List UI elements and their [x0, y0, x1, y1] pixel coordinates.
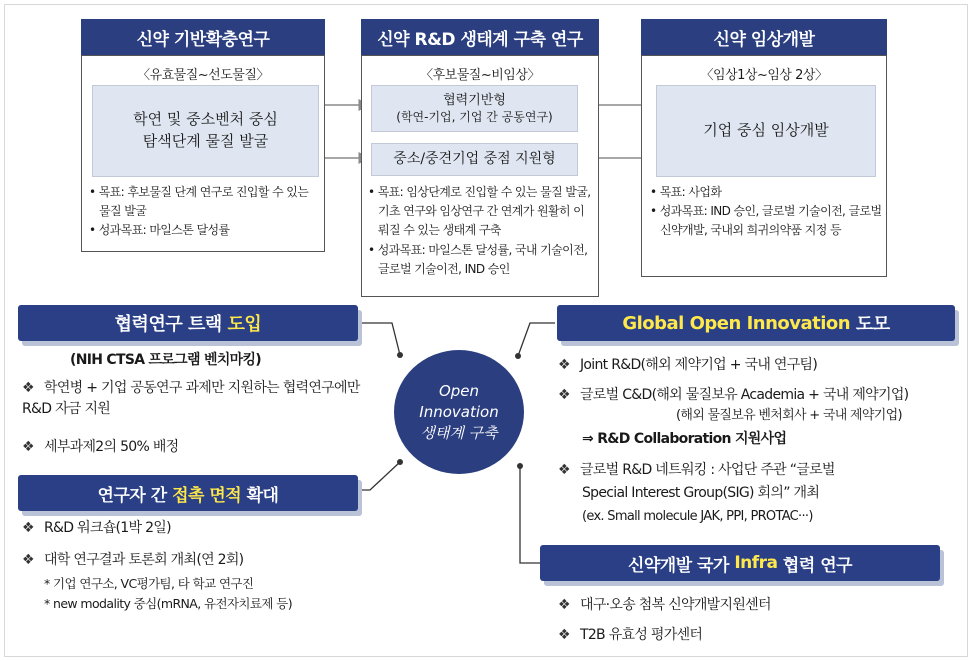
col1-bullets: [89, 183, 319, 241]
left2-item2: [22, 550, 243, 571]
right2-item1-text: 대구·오송 첨복 신약개발지원센터: [580, 597, 771, 613]
col3-bullets: [650, 183, 882, 241]
col3-inner-line: 기업 중심 임상개발: [703, 121, 829, 140]
right2-item2: [558, 625, 702, 646]
col3-bullet-metric: • 성과목표: IND 승인, 글로벌 기술이전, 글로벌 신약개발, 국내외 희귀의약품 지정 등: [650, 204, 882, 238]
col3-subtitle: 〈임상1상~임상 2상〉: [700, 68, 828, 83]
col2-header: 신약 R&D 생태계 구축 연구: [361, 19, 599, 55]
col3-inner: [656, 85, 876, 177]
left1-title-pill: [18, 305, 358, 341]
right2-item1: [558, 595, 771, 616]
left2-title-post: 확대: [241, 485, 279, 506]
col1-bullet-metric: • 성과목표: 마일스톤 달성률: [89, 223, 230, 238]
right1-title-post: 도모: [850, 314, 890, 335]
col2-subtitle: 〈후보물질~비임상〉: [420, 68, 540, 83]
col2-inner2-title: 중소/중견기업 중점 지원형: [393, 151, 556, 168]
right2-title-highlight: Infra: [734, 553, 778, 573]
center-line2: Innovation: [419, 402, 499, 421]
right2-title-pre: 신약개발 국가: [627, 555, 735, 576]
right1-item2-line2: (해외 물질보유 벤처회사 + 국내 제약기업): [676, 408, 902, 423]
col2-inner1-title: 협력기반형: [443, 92, 506, 108]
center-open-innovation: [394, 350, 524, 474]
right1-item3-line1: 글로벌 R&D 네트워킹 : 사업단 주관 “글로벌: [580, 462, 835, 478]
col3-bullet-goal: • 목표: 사업화: [650, 185, 722, 199]
right2-title-pill: [540, 545, 940, 581]
col1-inner-line2: 탐색단계 물질 발굴: [142, 132, 269, 150]
diamond-bullet-icon: ❖: [22, 520, 34, 536]
right1-item2-line3: ⇒ R&D Collaboration 지원사업: [582, 431, 787, 447]
diamond-bullet-icon: ❖: [558, 627, 570, 643]
diamond-bullet-icon: ❖: [22, 380, 34, 396]
left1-item2-text: 세부과제2의 50% 배정: [44, 439, 179, 455]
right1-item3-line3: (ex. Small molecule JAK, PPI, PROTAC···): [582, 509, 813, 524]
center-line1: Open: [438, 381, 480, 400]
center-line3: 생태계 구축: [420, 423, 498, 442]
col2-inner1-sub: (학연-기업, 기업 간 공동연구): [396, 110, 553, 125]
right1-title-highlight: Global Open Innovation: [622, 312, 851, 334]
line-right2: [520, 468, 540, 563]
col1-bullet-goal: • 목표: 후보물질 단계 연구로 진입할 수 있는 물질 발굴: [89, 185, 309, 219]
col2-bullet-goal: • 목표: 임상단계로 진입할 수 있는 물질 발굴, 기초 연구와 임상연구 간 연계가 원활히 이뤄질 수 있는 생태계 구축: [368, 185, 591, 238]
right2-title-post: 협력 연구: [777, 555, 853, 576]
left1-title-highlight: 도입: [227, 314, 262, 335]
col2-bullet-metric: • 성과목표: 마일스톤 달성률, 국내 기술이전, 글로벌 기술이전, IND 승인: [368, 242, 588, 276]
left2-item1: [22, 518, 171, 539]
left2-item2-text: 대학 연구결과 토론회 개최(연 2회): [44, 552, 244, 568]
left2-item1-text: R&D 워크숍(1박 2일): [44, 520, 171, 536]
left2-note2: * new modality 중심(mRNA, 유전자치료제 등): [44, 596, 292, 611]
left1-note: (NIH CTSA 프로그램 벤치마킹): [70, 352, 261, 368]
left2-title-pill: [18, 475, 358, 511]
diamond-bullet-icon: ❖: [22, 552, 34, 568]
right1-title-pill: [557, 305, 955, 341]
line-right1: [518, 323, 555, 356]
right1-item1-text: Joint R&D(해외 제약기업 + 국내 연구팀): [580, 357, 818, 373]
diamond-bullet-icon: ❖: [558, 462, 570, 478]
col1-header: 신약 기반확충연구: [81, 19, 325, 55]
line-left1: [360, 323, 400, 355]
right1-item2-line1: 글로벌 C&D(해외 물질보유 Academia + 국내 제약기업): [580, 387, 909, 403]
col2-inner-cooperative: [371, 85, 578, 132]
left1-item2: [22, 437, 179, 458]
diamond-bullet-icon: ❖: [558, 387, 570, 403]
col1-inner: [92, 85, 319, 177]
line-left2: [360, 462, 400, 490]
left1-item1-text: 학연병 + 기업 공동연구 과제만 지원하는 협력연구에만 R&D 자금 지원: [22, 380, 360, 417]
left1-item1: [22, 378, 362, 420]
right1-item3-line2: Special Interest Group(SIG) 회의” 개최: [582, 485, 820, 501]
diamond-bullet-icon: ❖: [22, 439, 34, 455]
col2-bullets: [368, 183, 594, 279]
right2-item2-text: T2B 유효성 평가센터: [580, 627, 703, 643]
right1-item2: [558, 385, 908, 406]
left2-note1: * 기업 연구소, VC평가팀, 타 학교 연구진: [44, 576, 254, 591]
col2-inner-sme: [371, 143, 578, 176]
col1-inner-line1: 학연 및 중소벤처 중심: [133, 110, 278, 129]
col1-subtitle: 〈유효물질~선도물질〉: [137, 68, 269, 83]
left2-title-highlight: 접촉 면적: [172, 485, 242, 506]
diamond-bullet-icon: ❖: [558, 357, 570, 373]
left1-title-pre: 협력연구 트랙: [114, 314, 228, 335]
left2-title-pre: 연구자 간: [97, 485, 173, 506]
right1-item3: [558, 460, 835, 481]
right1-item1: [558, 355, 817, 376]
diamond-bullet-icon: ❖: [558, 597, 570, 613]
col3-header: 신약 임상개발: [641, 19, 887, 55]
